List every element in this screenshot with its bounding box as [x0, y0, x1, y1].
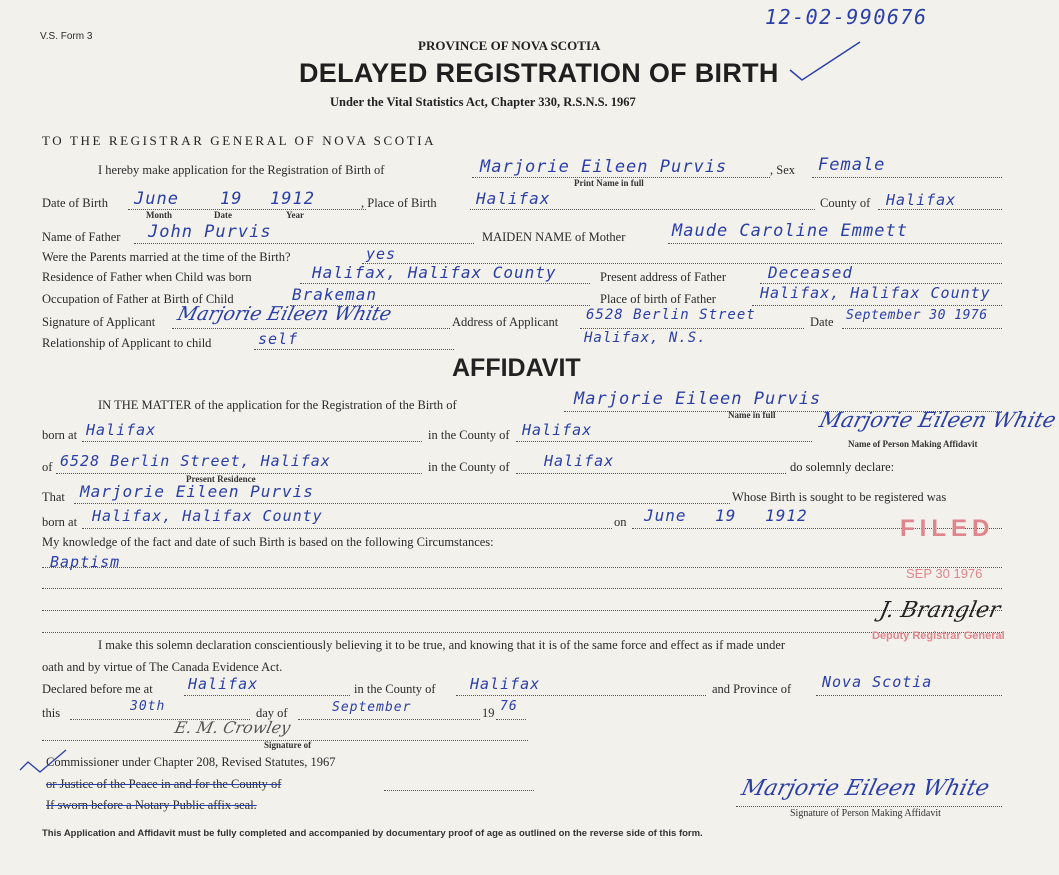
relationship-value: self: [258, 330, 299, 348]
affiant-signature: Marjorie Eileen White: [738, 776, 992, 801]
sex-label: , Sex: [770, 163, 795, 177]
registrar-signature: J. Brangler: [877, 598, 1003, 623]
declared-month: September: [332, 700, 412, 715]
filed-date: SEP 30 1976: [906, 566, 983, 581]
affidavit-residence: 6528 Berlin Street, Halifax: [60, 452, 331, 470]
circumstance-value: Baptism: [50, 553, 121, 571]
declared-before-label: Declared before me at: [42, 682, 153, 696]
county-value-2: Halifax: [522, 421, 593, 439]
father-birthplace-label: Place of birth of Father: [600, 292, 716, 306]
father-present-label: Present address of Father: [600, 270, 727, 284]
province-heading: PROVINCE OF NOVA SCOTIA: [418, 38, 601, 53]
father-birthplace: Halifax, Halifax County: [760, 284, 991, 302]
born-at-value: Halifax: [86, 421, 157, 439]
sex-value: Female: [818, 155, 886, 175]
declared-at: Halifax: [188, 675, 259, 693]
born-at-label: born at: [42, 428, 78, 442]
year-prefix: 19: [482, 706, 495, 720]
born-at-label-2: born at: [42, 515, 78, 529]
dob-day: 19: [220, 189, 243, 209]
that-name: Marjorie Eileen Purvis: [80, 482, 314, 501]
dob-month: June: [134, 189, 179, 209]
residence-county: Halifax: [544, 452, 615, 470]
this-label: this: [42, 706, 61, 720]
applicant-sig-label: Signature of Applicant: [42, 315, 156, 329]
day-of-label: day of: [256, 706, 288, 720]
on-date: June 19 1912: [644, 506, 808, 525]
checkmark-icon: [790, 40, 870, 90]
applicant-address-2: Halifax, N.S.: [584, 330, 707, 346]
form-title: DELAYED REGISTRATION OF BIRTH: [299, 58, 779, 88]
married-label: Were the Parents married at the time of the Birth?: [42, 250, 291, 264]
applicant-signature: Marjorie Eileen White: [175, 303, 394, 325]
solemn-declaration-2: oath and by virtue of The Canada Evidence Act.: [42, 660, 283, 674]
date-label: Date: [810, 315, 834, 329]
name-in-full-hint: Name in full: [728, 410, 776, 420]
pob-label: , Place of Birth: [361, 196, 437, 210]
deponent-hint: Name of Person Making Affidavit: [848, 439, 978, 449]
affidavit-heading: AFFIDAVIT: [452, 354, 581, 382]
of-label: of: [42, 460, 53, 474]
signature-of-label: Signature of: [264, 740, 312, 750]
commissioner-signature: E. M. Crowley: [172, 718, 293, 737]
month-hint: Month: [146, 210, 173, 220]
affidavit-child-name: Marjorie Eileen Purvis: [574, 389, 822, 409]
year-hint: Year: [286, 210, 304, 220]
residence-hint: Present Residence: [186, 474, 256, 484]
on-label: on: [614, 515, 627, 529]
commissioner-line-1: Commissioner under Chapter 208, Revised Statutes, 1967: [46, 755, 336, 769]
affiant-sig-hint: Signature of Person Making Affidavit: [790, 808, 941, 819]
county-label: County of: [820, 196, 871, 210]
born-at-value-2: Halifax, Halifax County: [92, 507, 323, 525]
registrar-label: Deputy Registrar General: [872, 630, 1005, 642]
declared-county-label: in the County of: [354, 682, 436, 696]
father-present: Deceased: [768, 263, 854, 282]
form-number: V.S. Form 3: [40, 31, 93, 42]
footer-note: This Application and Affidavit must be fully completed and accompanied by documentary proof of age as outlined on the reverse side of this form.: [42, 828, 703, 839]
file-number: 12-02-990676: [765, 5, 928, 29]
applicant-address-1: 6528 Berlin Street: [586, 307, 756, 323]
in-county-label: in the County of: [428, 428, 510, 442]
declared-province: Nova Scotia: [822, 673, 933, 691]
dob-year: 1912: [270, 189, 315, 209]
in-county-label-2: in the County of: [428, 460, 510, 474]
married-value: yes: [366, 245, 397, 263]
filed-stamp: FILED: [900, 515, 995, 542]
print-name-hint: Print Name in full: [574, 178, 644, 188]
mother-name: Maude Caroline Emmett: [672, 221, 908, 241]
father-name: John Purvis: [148, 222, 272, 242]
addressee: TO THE REGISTRAR GENERAL OF NOVA SCOTIA: [42, 133, 437, 148]
declared-county: Halifax: [470, 675, 541, 693]
deponent-signature: Marjorie Eileen White: [817, 408, 1059, 432]
pob-value: Halifax: [476, 189, 551, 208]
relationship-label: Relationship of Applicant to child: [42, 336, 212, 350]
form-subtitle: Under the Vital Statistics Act, Chapter 330, R.S.N.S. 1967: [330, 95, 636, 109]
father-residence-label: Residence of Father when Child was born: [42, 270, 252, 284]
child-name: Marjorie Eileen Purvis: [480, 157, 728, 177]
that-label: That: [42, 490, 65, 504]
county-value: Halifax: [886, 191, 957, 209]
knowledge-label: My knowledge of the fact and date of such Birth is based on the following Circumstances:: [42, 535, 494, 549]
applicant-address-label: Address of Applicant: [452, 315, 559, 329]
commissioner-line-3: If sworn before a Notary Public affix seal.: [46, 798, 257, 812]
mother-label: MAIDEN NAME of Mother: [482, 230, 626, 244]
application-date: September 30 1976: [846, 308, 988, 323]
whose-birth-label: Whose Birth is sought to be registered was: [732, 490, 947, 504]
solemn-declaration-1: I make this solemn declaration conscientiously believing it to be true, and knowing that it is of the same force and effect as if made under: [98, 638, 786, 652]
commissioner-line-2: or Justice of the Peace in and for the County of: [46, 777, 282, 791]
occupation-label: Occupation of Father at Birth of Child: [42, 292, 234, 306]
father-label: Name of Father: [42, 230, 121, 244]
dob-label: Date of Birth: [42, 196, 108, 210]
occupation-value: Brakeman: [292, 285, 378, 304]
date-hint: Date: [214, 210, 232, 220]
province-label: and Province of: [712, 682, 792, 696]
apply-label: I hereby make application for the Registration of Birth of: [98, 163, 385, 177]
declared-day: 30th: [130, 699, 166, 714]
matter-label: IN THE MATTER of the application for the Registration of the Birth of: [98, 398, 457, 412]
declared-year: 76: [500, 699, 518, 714]
father-residence: Halifax, Halifax County: [312, 263, 557, 282]
declare-label: do solemnly declare:: [790, 460, 895, 474]
